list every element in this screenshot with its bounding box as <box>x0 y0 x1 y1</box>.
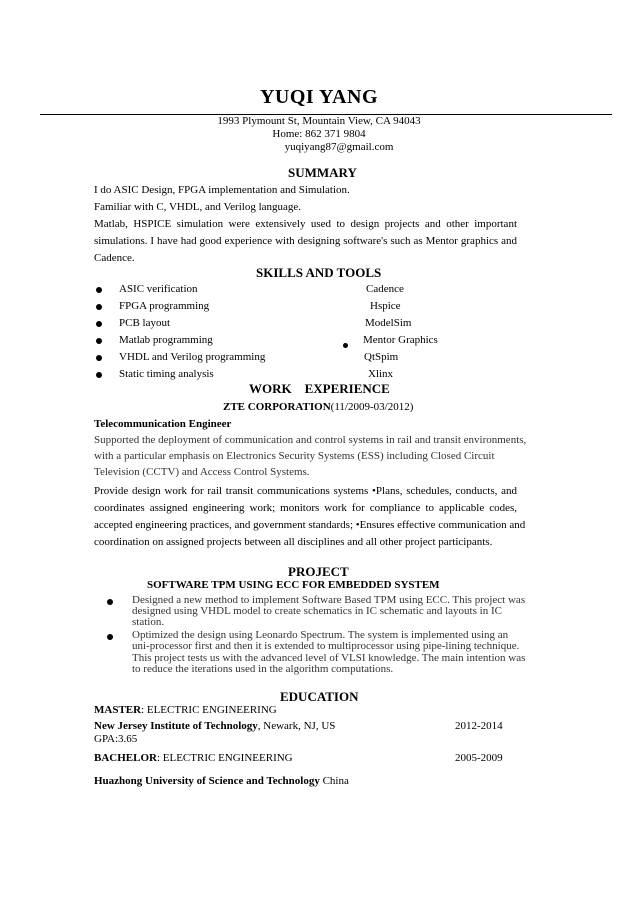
tool-item: Cadence <box>366 283 404 295</box>
master-degree <box>94 704 277 716</box>
bachelor-school <box>94 775 349 787</box>
summary-line: Familiar with C, VHDL, and Verilog language. <box>94 201 302 213</box>
bullet-icon <box>96 287 102 293</box>
project-detail-line: Designed a new method to implement Software Based TPM using ECC. This project was <box>132 594 526 606</box>
summary-line: simulations. I have had good experience with designing software's such as Mentor graphics and <box>94 235 517 247</box>
bullet-icon <box>96 304 102 310</box>
skill-item: VHDL and Verilog programming <box>119 351 266 363</box>
tool-item: ModelSim <box>365 317 412 329</box>
skill-item: PCB layout <box>119 317 171 329</box>
bullet-icon <box>107 599 113 605</box>
master-school <box>94 720 335 732</box>
master-dates: 2012-2014 <box>455 720 503 732</box>
phone: Home: 862 371 9804 <box>272 128 366 140</box>
skill-item: Static timing analysis <box>119 368 214 380</box>
degree-field: : ELECTRIC ENGINEERING <box>141 704 277 716</box>
project-detail-line: Optimized the design using Leonardo Spectrum. The system is implemented using an <box>132 629 509 641</box>
work-description-line: coordination on assigned projects between all disciplines and all other project participants. <box>94 536 493 548</box>
skills-heading: SKILLS AND TOOLS <box>256 265 382 280</box>
address: 1993 Plymount St, Mountain View, CA 94043 <box>217 115 421 127</box>
project-detail-line: to reduce the iterations used in the algorithm computations. <box>132 663 394 675</box>
skill-item: Matlab programming <box>119 334 213 346</box>
education-heading: EDUCATION <box>280 689 359 704</box>
bachelor-dates: 2005-2009 <box>455 752 503 764</box>
work-description-line: Supported the deployment of communication and control systems in rail and transit environments, <box>94 434 527 446</box>
tool-item: Xlinx <box>368 368 394 380</box>
bullet-icon <box>96 372 102 378</box>
summary-line: Cadence. <box>94 252 135 264</box>
project-detail-line: station. <box>132 616 165 628</box>
candidate-name: YUQI YANG <box>259 86 379 108</box>
work-description-line: Television (CCTV) and Access Control Systems. <box>94 466 310 478</box>
degree-label: MASTER <box>94 704 142 716</box>
email-link[interactable]: yuqiyang87@gmail.com <box>284 141 394 153</box>
work-description-line: accepted engineering practices, and government standards; •Ensures effective communication and <box>94 519 526 531</box>
tool-item: Hspice <box>370 300 401 312</box>
employment-dates: (11/2009-03/2012) <box>330 401 414 413</box>
work-description-line: Provide design work for rail transit communications systems •Plans, schedules, conducts, and <box>94 485 517 497</box>
project-detail-line: designed using VHDL model to create schematics in IC schematic and layouts in IC <box>132 605 502 617</box>
project-detail-line: uni-processor first and then it is extended to multiprocessor using pipe-lining technique. <box>132 640 520 652</box>
employer-line <box>223 401 413 413</box>
bullet-icon <box>96 321 102 327</box>
summary-heading: SUMMARY <box>288 165 357 180</box>
work-description-line: coordinates assigned engineering work; monitors work for compliance to applicable codes, <box>94 502 517 514</box>
school-name: Huazhong University of Science and Technology <box>94 775 320 787</box>
project-title: SOFTWARE TPM USING ECC FOR EMBEDDED SYSTEM <box>147 579 440 591</box>
project-detail-line: This project tests us with the advanced level of VLSI knowledge. The main intention was <box>132 652 526 664</box>
email[interactable] <box>0 141 638 153</box>
school-name: New Jersey Institute of Technology <box>94 720 258 732</box>
tool-item: Mentor Graphics <box>363 334 438 346</box>
school-location: China <box>319 775 349 787</box>
project-heading: PROJECT <box>288 564 349 579</box>
school-location: , Newark, NJ, US <box>257 720 336 732</box>
bullet-icon <box>96 338 102 344</box>
summary-line: I do ASIC Design, FPGA implementation and Simulation. <box>94 184 350 196</box>
bachelor-degree <box>94 752 293 764</box>
work-description-line: with a particular emphasis on Electronics Security Systems (ESS) including Closed Circuit <box>94 450 495 462</box>
work-heading: WORK EXPERIENCE <box>249 381 390 396</box>
bullet-icon <box>107 634 113 640</box>
job-title: Telecommunication Engineer <box>94 418 232 430</box>
summary-line: Matlab, HSPICE simulation were extensively used to design projects and other important <box>94 218 517 230</box>
company-name: ZTE CORPORATION <box>223 401 331 413</box>
tool-item: QtSpim <box>364 351 399 363</box>
skill-item: FPGA programming <box>119 300 210 312</box>
bullet-icon <box>343 343 348 348</box>
gpa: GPA:3.65 <box>94 733 138 745</box>
degree-label: BACHELOR <box>94 752 157 764</box>
degree-field: : ELECTRIC ENGINEERING <box>156 752 293 764</box>
bullet-icon <box>96 355 102 361</box>
skill-item: ASIC verification <box>119 283 198 295</box>
